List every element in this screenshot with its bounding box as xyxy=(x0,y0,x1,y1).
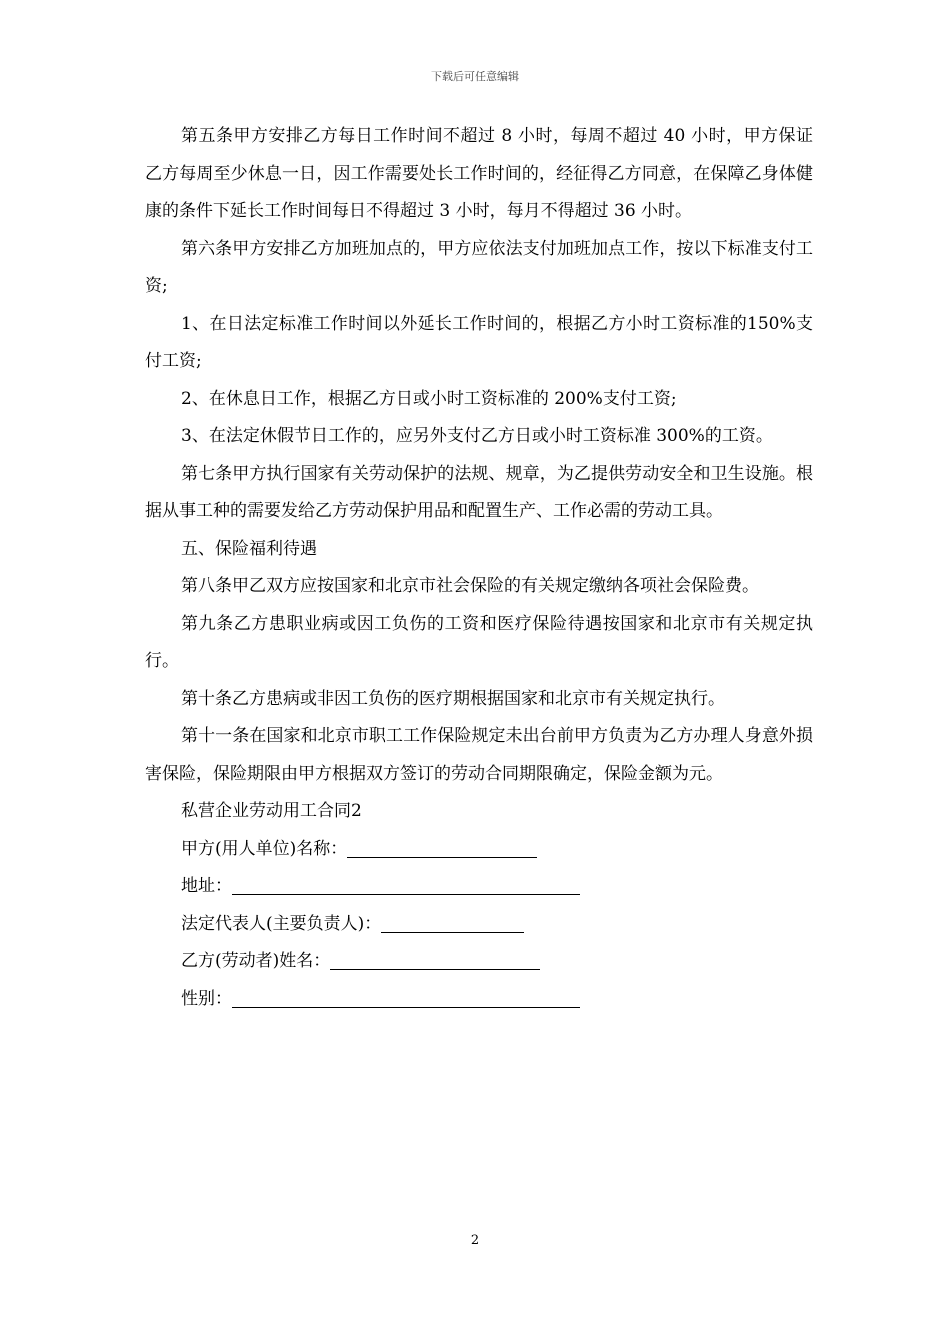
field-address xyxy=(145,868,813,906)
paragraph-article-11: 第十一条在国家和北京市职工工作保险规定未出台前甲方负责为乙方办理人身意外损害保险，保险期限由甲方根据双方签订的劳动合同期限确定，保险金额为元。 xyxy=(145,726,813,784)
paragraph-article-9: 第九条乙方患职业病或因工负伤的工资和医疗保险待遇按国家和北京市有关规定执行。 xyxy=(145,613,813,671)
field-gender xyxy=(145,981,813,1019)
fill-in-blank[interactable] xyxy=(381,914,524,933)
field-legal-representative xyxy=(145,906,813,944)
field-employee-name xyxy=(145,943,813,981)
fill-in-blank[interactable] xyxy=(232,876,580,895)
field-label: 法定代表人(主要负责人)： xyxy=(181,913,382,934)
paragraph-article-5: 第五条甲方安排乙方每日工作时间不超过 8 小时，每周不超过 40 小时，甲方保证乙方每周至少休息一日，因工作需要处长工作时间的，经征得乙方同意，在保障乙身体健康的条件下延长工作时间每日不得超过 3 小时，每月不得超过 36 小时。 xyxy=(145,126,813,221)
fill-in-blank[interactable] xyxy=(330,951,540,970)
field-employer-name xyxy=(145,831,813,869)
document-body xyxy=(145,118,813,1018)
contract-title-2: 私营企业劳动用工合同2 xyxy=(181,801,362,821)
paragraph-item-2: 2、在休息日工作，根据乙方日或小时工资标准的 200%支付工资; xyxy=(181,388,677,409)
fill-in-blank[interactable] xyxy=(232,989,580,1008)
page-number: 2 xyxy=(470,1233,480,1248)
field-label: 甲方(用人单位)名称： xyxy=(181,838,348,859)
field-label: 乙方(劳动者)姓名： xyxy=(181,951,331,971)
paragraph-item-3: 3、在法定休假节日工作的，应另外支付乙方日或小时工资标准 300%的工资。 xyxy=(181,426,773,446)
field-label: 地址： xyxy=(181,876,232,896)
paragraph-article-7: 第七条甲方执行国家有关劳动保护的法规、规章，为乙提供劳动安全和卫生设施。根据从事工种的需要发给乙方劳动保护用品和配置生产、工作必需的劳动工具。 xyxy=(145,463,813,521)
field-label: 性别： xyxy=(181,988,232,1009)
page-header: 下载后可任意编辑 xyxy=(431,70,519,83)
paragraph-article-6: 第六条甲方安排乙方加班加点的，甲方应依法支付加班加点工作，按以下标准支付工资; xyxy=(145,238,813,296)
fill-in-blank[interactable] xyxy=(347,839,537,858)
section-heading-insurance: 五、保险福利待遇 xyxy=(181,538,317,559)
paragraph-article-10: 第十条乙方患病或非因工负伤的医疗期根据国家和北京市有关规定执行。 xyxy=(181,688,725,709)
paragraph-article-8: 第八条甲乙双方应按国家和北京市社会保险的有关规定缴纳各项社会保险费。 xyxy=(181,576,759,596)
paragraph-item-1: 1、在日法定标准工作时间以外延长工作时间的，根据乙方小时工资标准的150%支付工资; xyxy=(145,313,813,371)
